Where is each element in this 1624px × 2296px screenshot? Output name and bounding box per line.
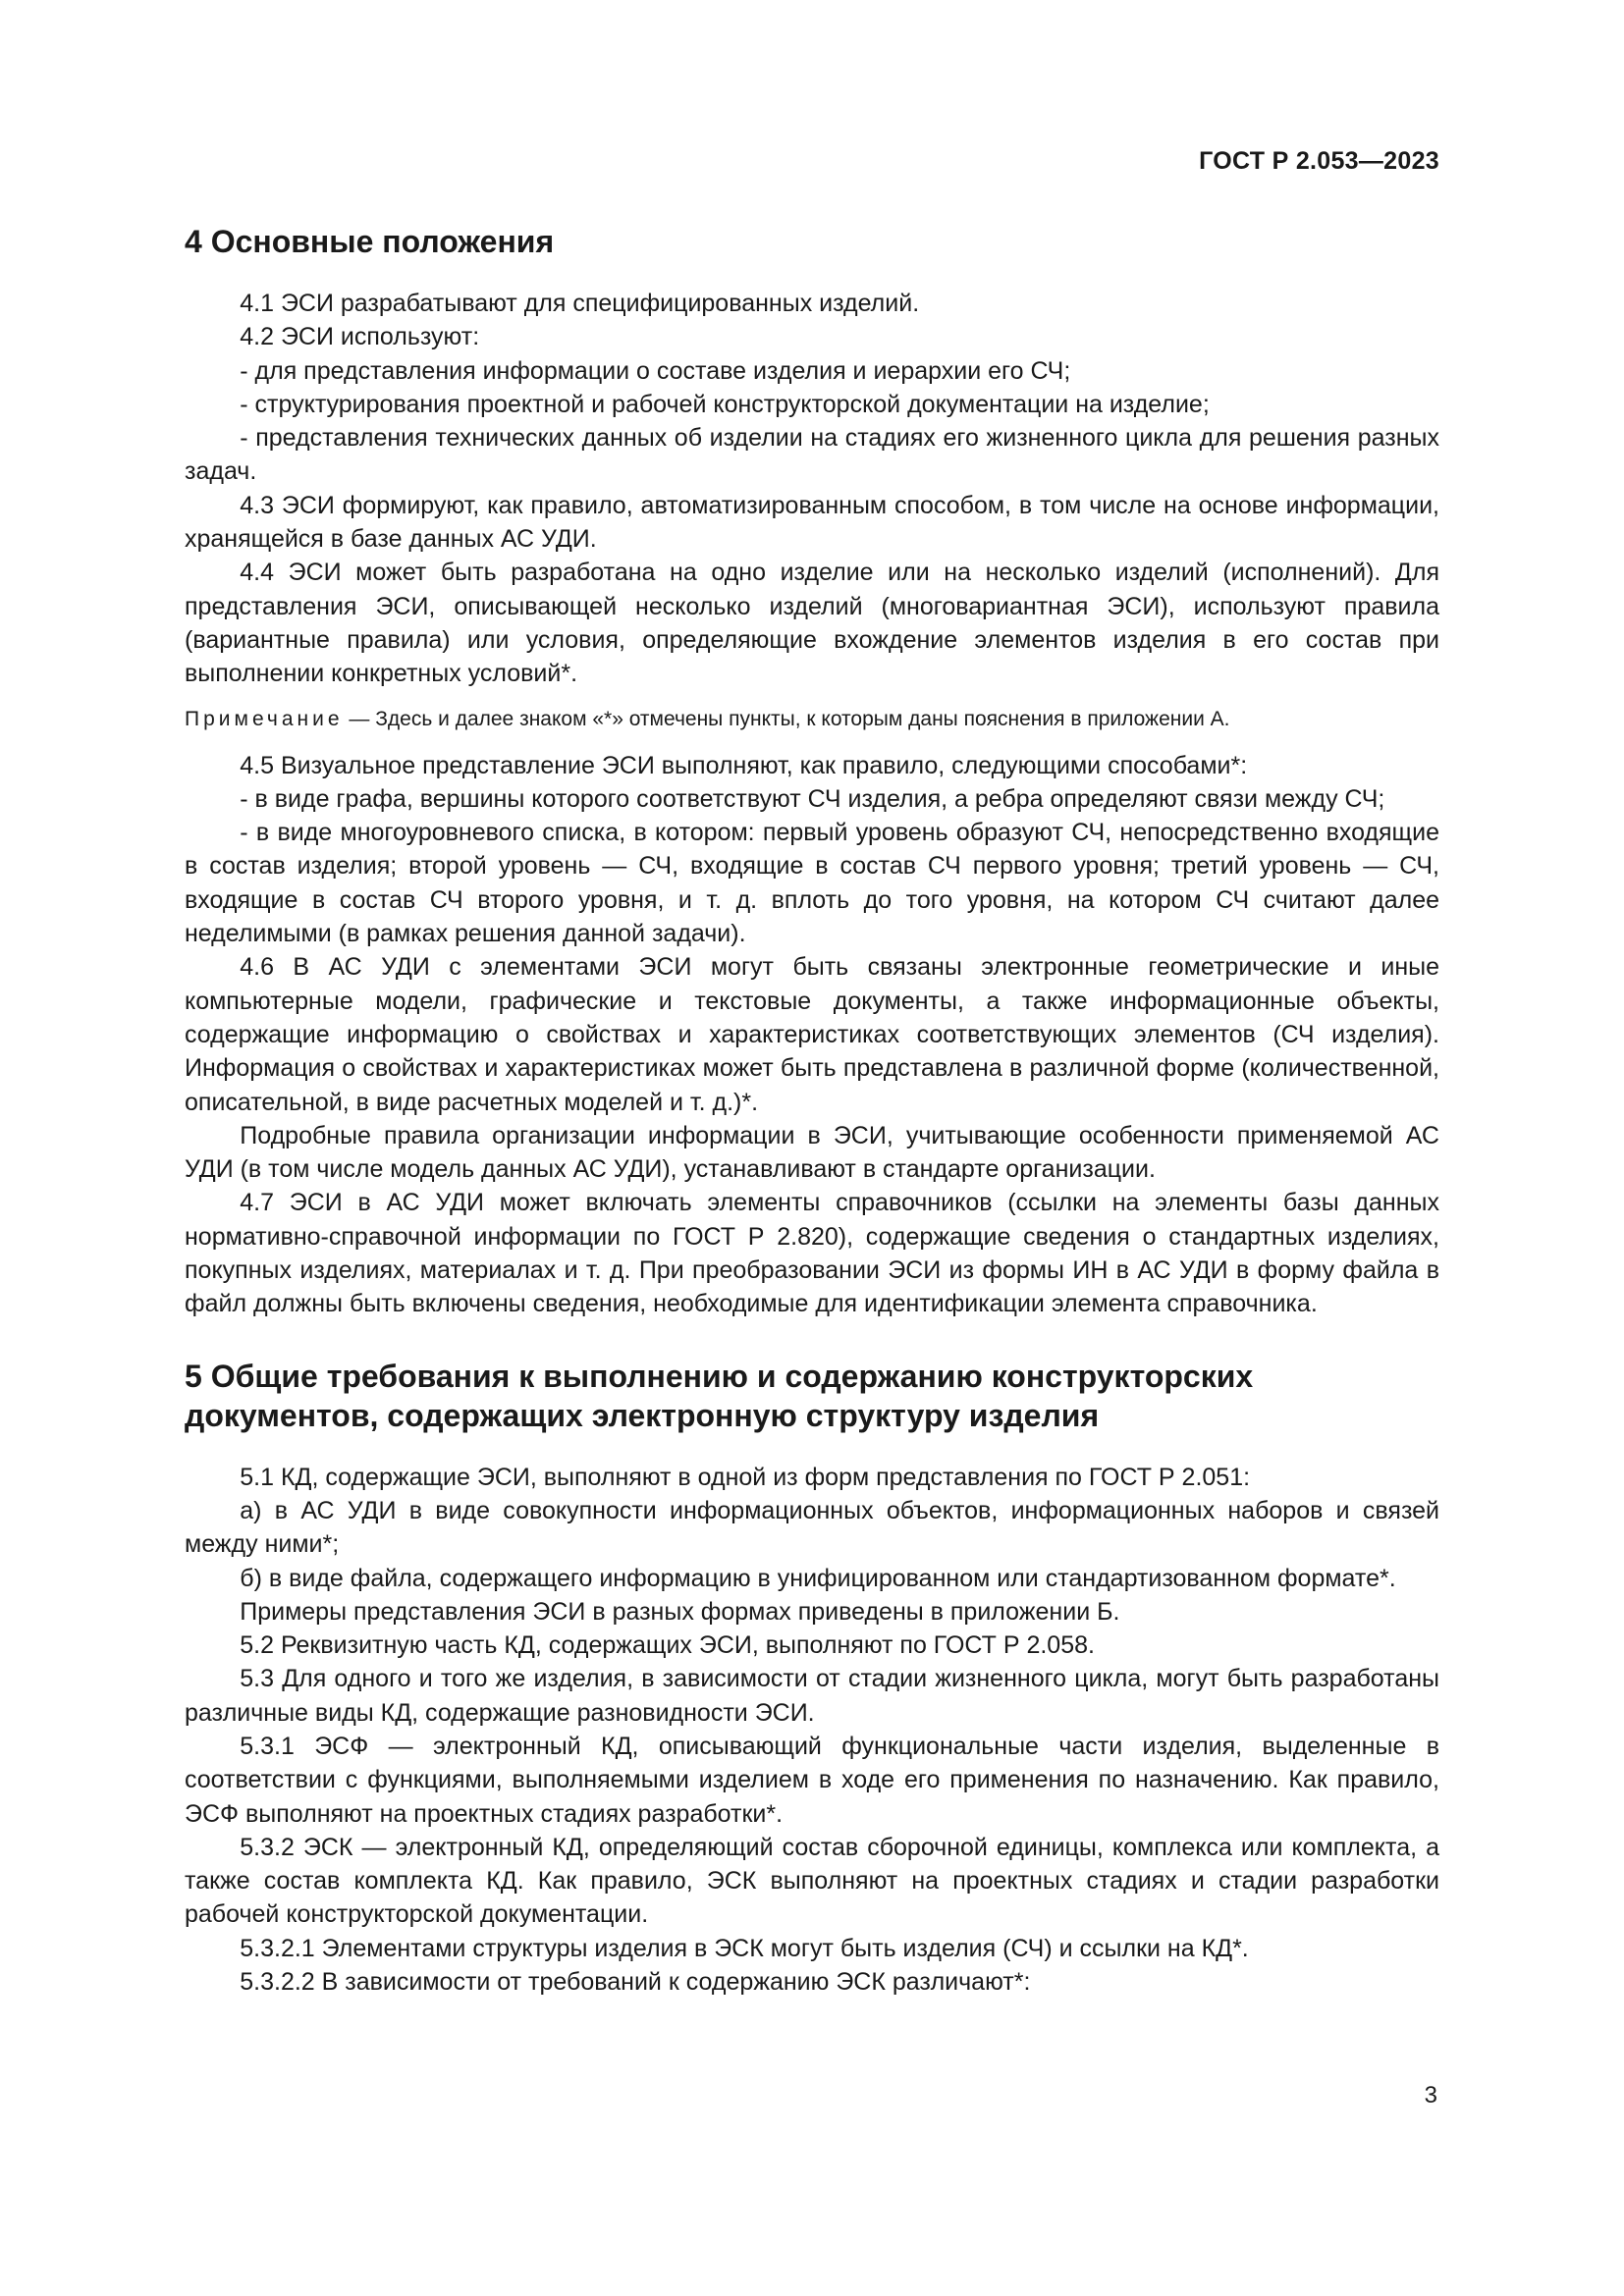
section-4-heading: 4 Основные положения <box>185 224 555 259</box>
page-number: 3 <box>1424 2082 1437 2109</box>
paragraph-4-2: 4.2 ЭСИ используют: <box>240 323 480 351</box>
paragraph-5-1: 5.1 КД, содержащие ЭСИ, выполняют в одной из форм представления по ГОСТ Р 2.051: <box>240 1463 1251 1491</box>
list-item: - в виде графа, вершины которого соответствуют СЧ изделия, а ребра определяют связи между СЧ; <box>240 784 1385 813</box>
paragraph-5-3-2-2: 5.3.2.2 В зависимости от требований к содержанию ЭСК различают*: <box>240 1968 1031 1997</box>
list-item: - представления технических данных об изделии на стадиях его жизненного цикла для решения разных задач. <box>185 424 1439 486</box>
paragraph-5-2: 5.2 Реквизитную часть КД, содержащих ЭСИ, выполняют по ГОСТ Р 2.058. <box>240 1631 1095 1660</box>
paragraph-4-7: 4.7 ЭСИ в АС УДИ может включать элементы справочников (ссылки на элементы базы данных нормативно-справочной информации по ГОСТ Р 2.820), содержащие сведения о стандартных изделиях, покупных изделиях, материалах и т. д. При преобразовании ЭСИ из формы ИН в АС УДИ в форму файла в файл должны быть включены сведения, необходимые для идентификации элемента справочника. <box>185 1189 1439 1318</box>
document-code-header: ГОСТ Р 2.053—2023 <box>1199 147 1439 175</box>
note-label: Примечание <box>185 707 344 730</box>
page-content <box>185 222 1439 1999</box>
list-item: - структурирования проектной и рабочей конструкторской документации на изделие; <box>240 390 1210 418</box>
paragraph-5-1-examples: Примеры представления ЭСИ в разных формах приведены в приложении Б. <box>240 1597 1120 1626</box>
paragraph-5-3: 5.3 Для одного и того же изделия, в зависимости от стадии жизненного цикла, могут быть разработаны различные виды КД, содержащие разновидности ЭСИ. <box>185 1665 1439 1727</box>
note <box>185 705 1439 734</box>
section-5-heading: 5 Общие требования к выполнению и содержанию конструкторских документов, содержащих электронную структуру изделия <box>185 1358 1254 1433</box>
list-item: - в виде многоуровневого списка, в котором: первый уровень образуют СЧ, непосредственно входящие в состав изделия; второй уровень — СЧ, входящие в состав СЧ первого уровня; третий уровень — СЧ, входящие в состав СЧ второго уровня, и т. д. вплоть до того уровня, на котором СЧ считают далее неделимыми (в рамках решения данной задачи). <box>185 819 1439 948</box>
paragraph-4-1: 4.1 ЭСИ разрабатывают для специфицированных изделий. <box>240 290 920 317</box>
paragraph-5-3-2: 5.3.2 ЭСК — электронный КД, определяющий состав сборочной единицы, комплекса или комплекта, а также состав комплекта КД. Как правило, ЭСК выполняют на проектных стадиях и стадии разработки рабочей конструкторской документации. <box>185 1833 1439 1929</box>
paragraph-4-5: 4.5 Визуальное представление ЭСИ выполняют, как правило, следующими способами*: <box>240 751 1248 779</box>
paragraph-4-6: 4.6 В АС УДИ с элементами ЭСИ могут быть связаны электронные геометрические и иные компьютерные модели, графические и текстовые документы, а также информационные объекты, содержащие информацию о свойствах и характеристиках соответствующих элементов (СЧ изделия). Информация о свойствах и характеристиках может быть представлена в различной форме (количественной, описательной, в виде расчетных моделей и т. д.)*. <box>185 953 1439 1116</box>
paragraph-4-3: 4.3 ЭСИ формируют, как правило, автоматизированным способом, в том числе на основе информации, хранящейся в базе данных АС УДИ. <box>185 491 1439 554</box>
paragraph-4-6-continued: Подробные правила организации информации в ЭСИ, учитывающие особенности применяемой АС УДИ (в том числе модель данных АС УДИ), устанавливают в стандарте организации. <box>185 1121 1439 1184</box>
note-text: — Здесь и далее знаком «*» отмечены пункты, к которым даны пояснения в приложении А. <box>343 707 1230 730</box>
list-item: а) в АС УДИ в виде совокупности информационных объектов, информационных наборов и связей между ними*; <box>185 1496 1439 1559</box>
list-item: - для представления информации о составе изделия и иерархии его СЧ; <box>240 356 1071 385</box>
list-item: б) в виде файла, содержащего информацию в унифицированном или стандартизованном формате*. <box>240 1564 1396 1592</box>
paragraph-5-3-1: 5.3.1 ЭСФ — электронный КД, описывающий функциональные части изделия, выделенные в соответствии с функциями, выполняемыми изделием в ходе его применения по назначению. Как правило, ЭСФ выполняют на проектных стадиях разработки*. <box>185 1732 1439 1828</box>
paragraph-5-3-2-1: 5.3.2.1 Элементами структуры изделия в ЭСК могут быть изделия (СЧ) и ссылки на КД*. <box>240 1934 1249 1962</box>
paragraph-4-4: 4.4 ЭСИ может быть разработана на одно изделие или на несколько изделий (исполнений). Для представления ЭСИ, описывающей несколько изделий (многовариантная ЭСИ), используют правила (вариантные правила) или условия, определяющие вхождение элементов изделия в его состав при выполнении конкретных условий*. <box>185 559 1439 688</box>
